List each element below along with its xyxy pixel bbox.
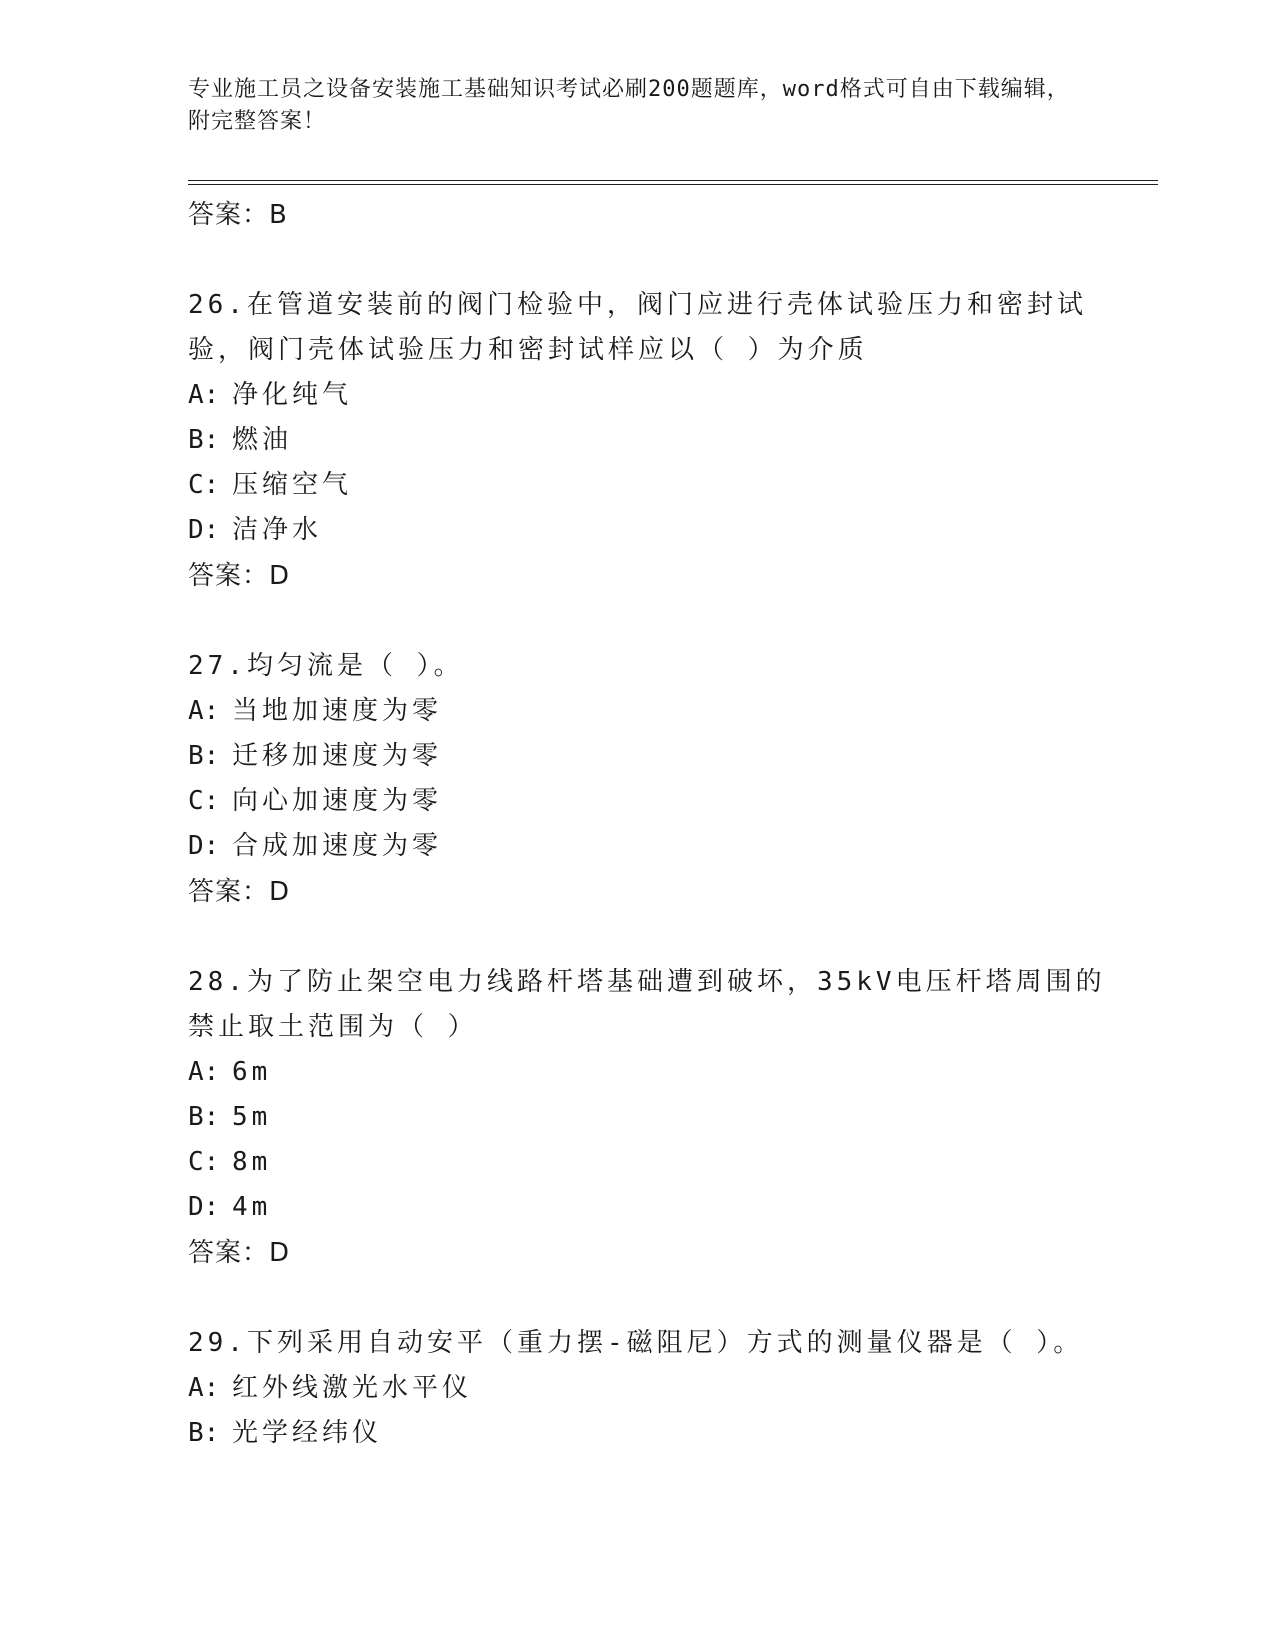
- option-text: 净化纯气: [232, 380, 353, 410]
- spacer: [188, 599, 1118, 644]
- option-key: C:: [188, 470, 220, 500]
- option-text: 8m: [232, 1147, 272, 1177]
- option-key: A:: [188, 696, 220, 726]
- option-key: A:: [188, 380, 220, 410]
- question-body: 在管道安装前的阀门检验中，阀门应进行壳体试验压力和密封试验，阀门壳体试验压力和密封试样应以（ ）为介质: [188, 290, 1087, 365]
- option-text: 光学经纬仪: [232, 1418, 383, 1448]
- question-body: 下列采用自动安平（重力摆-磁阻尼）方式的测量仪器是（ ）。: [246, 1328, 1084, 1358]
- option-a: [188, 373, 1118, 418]
- answer-line: 答案：D: [188, 561, 291, 591]
- question-list: [188, 192, 1118, 1456]
- spacer: [188, 1276, 1118, 1321]
- option-key: C:: [188, 786, 220, 816]
- option-text: 红外线激光水平仪: [232, 1373, 473, 1403]
- header-divider: [188, 180, 1158, 181]
- option-b: [188, 734, 1118, 779]
- spacer: [188, 915, 1118, 960]
- option-key: D:: [188, 1192, 220, 1222]
- option-key: C:: [188, 1147, 220, 1177]
- option-text: 洁净水: [232, 515, 323, 545]
- question-body: 为了防止架空电力线路杆塔基础遭到破坏，35kV电压杆塔周围的禁止取土范围为（ ）: [188, 967, 1106, 1042]
- answer-line: 答案：D: [188, 877, 291, 907]
- option-d: [188, 508, 1118, 553]
- question-number: 27.: [188, 651, 247, 681]
- header-divider-secondary: [188, 184, 1158, 185]
- option-a: [188, 1366, 1118, 1411]
- option-key: A:: [188, 1057, 220, 1087]
- option-text: 压缩空气: [232, 470, 353, 500]
- question-text: [188, 1321, 1118, 1366]
- option-text: 6m: [232, 1057, 272, 1087]
- question-text: [188, 283, 1118, 373]
- question-body: 均匀流是（ ）。: [246, 651, 464, 681]
- option-key: B:: [188, 425, 220, 455]
- answer-line: 答案：D: [188, 1238, 291, 1268]
- question-text: [188, 644, 1118, 689]
- spacer: [188, 238, 1118, 283]
- question-number: 28.: [188, 967, 247, 997]
- option-c: [188, 1140, 1118, 1185]
- option-b: [188, 1411, 1118, 1456]
- option-a: [188, 689, 1118, 734]
- question-number: 26.: [188, 290, 247, 320]
- option-text: 迁移加速度为零: [232, 741, 443, 771]
- option-key: D:: [188, 515, 220, 545]
- option-b: [188, 418, 1118, 463]
- option-b: [188, 1095, 1118, 1140]
- question-number: 29.: [188, 1328, 247, 1358]
- option-text: 燃油: [232, 425, 293, 455]
- option-d: [188, 1185, 1118, 1230]
- option-text: 当地加速度为零: [232, 696, 443, 726]
- option-key: B:: [188, 1418, 220, 1448]
- page-header: 专业施工员之设备安装施工基础知识考试必刷200题题库，word格式可自由下载编辑，附完整答案！: [188, 77, 1070, 134]
- option-key: B:: [188, 1102, 220, 1132]
- option-c: [188, 779, 1118, 824]
- question-text: [188, 960, 1118, 1050]
- option-text: 合成加速度为零: [232, 831, 443, 861]
- option-key: A:: [188, 1373, 220, 1403]
- option-a: [188, 1050, 1118, 1095]
- option-text: 向心加速度为零: [232, 786, 443, 816]
- option-key: B:: [188, 741, 220, 771]
- option-text: 4m: [232, 1192, 272, 1222]
- option-c: [188, 463, 1118, 508]
- answer-line: 答案：B: [188, 200, 288, 230]
- option-d: [188, 824, 1118, 869]
- option-key: D:: [188, 831, 220, 861]
- option-text: 5m: [232, 1102, 272, 1132]
